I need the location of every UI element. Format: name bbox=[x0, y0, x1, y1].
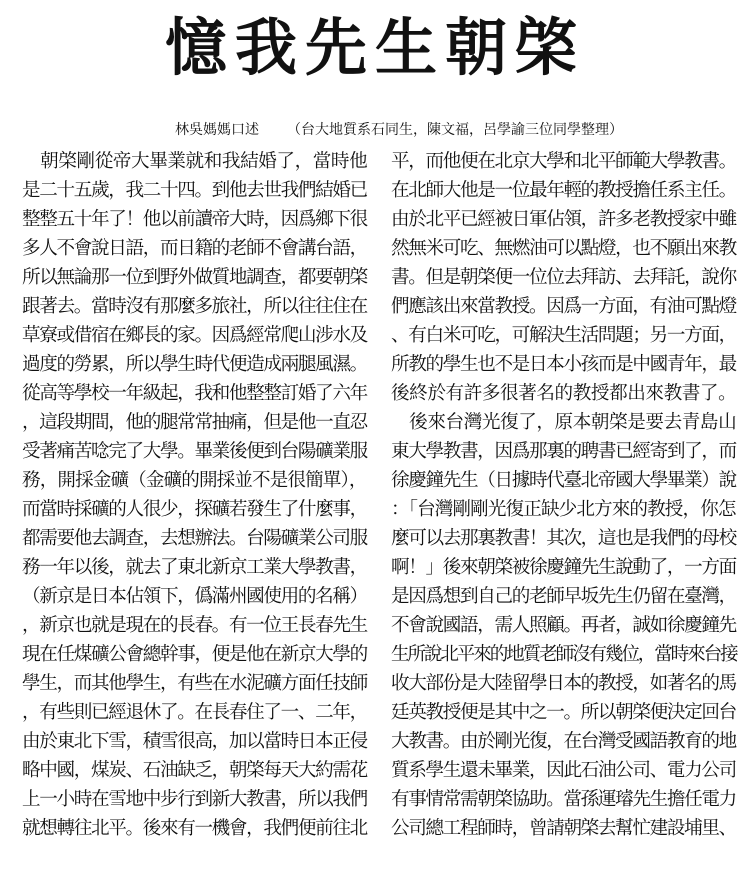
text-line: 過度的勞累，所以學生時代便造成兩腿風濕。 bbox=[22, 354, 367, 375]
editors: （台大地質系石同生，陳文福，呂學諭三位同學整理） bbox=[287, 122, 623, 138]
text-line: 所以無論那一位到野外做質地調查，都要朝棨 bbox=[22, 267, 367, 288]
text-line: ：「台灣剛剛光復正缺少北方來的教授，你怎 bbox=[391, 499, 736, 520]
text-line: 啊！」後來朝棨被徐慶鐘先生說動了，一方面 bbox=[391, 557, 736, 578]
text-line: 公司總工程師時，曾請朝棨去幫忙建設埔里、 bbox=[391, 818, 736, 839]
text-line: 都需要他去調查，去想辦法。台陽礦業公司服 bbox=[22, 528, 367, 549]
text-line: 質系學生還未畢業，因此石油公司、電力公司 bbox=[391, 760, 736, 781]
left-column bbox=[22, 147, 367, 843]
byline bbox=[175, 120, 735, 140]
text-line: ，這段期間，他的腿常常抽痛，但是他一直忍 bbox=[22, 412, 367, 433]
text-line: 生所說北平來的地質老師沒有幾位，當時來台接 bbox=[391, 644, 737, 665]
article-title: 憶我先生朝棨 bbox=[164, 11, 585, 84]
text-line: 務，開採金礦（金礦的開採並不是很簡單）， bbox=[22, 470, 367, 491]
text-line: 不會說國語，需人照顧。再者，誠如徐慶鐘先 bbox=[391, 615, 736, 636]
text-line: 略中國，煤炭、石油缺乏，朝棨每天大約需花 bbox=[22, 760, 367, 781]
right-column bbox=[391, 147, 736, 843]
text-line: ，有些則已經退休了。在長春住了一、二年， bbox=[22, 702, 367, 723]
text-line: 多人不會說日語，而日籍的老師不會講台語， bbox=[22, 238, 367, 259]
text-line: 後來台灣光復了，原本朝棨是要去青島山 bbox=[391, 412, 737, 433]
text-line: 後終於有許多很著名的教授都出來教書了。 bbox=[391, 383, 737, 404]
text-line: 徐慶鐘先生（日據時代臺北帝國大學畢業）說 bbox=[391, 470, 736, 491]
text-line: 廷英教授便是其中之一。所以朝棨便決定回台 bbox=[391, 702, 736, 723]
text-line: 們應該出來當教授。因爲一方面，有油可點燈 bbox=[391, 296, 736, 317]
text-line: 、有白米可吃，可解決生活問題；另一方面， bbox=[391, 325, 736, 346]
text-line: （新京是日本佔領下，僞滿州國使用的名稱） bbox=[22, 586, 367, 607]
narrator: 林吳媽媽口述 bbox=[175, 122, 259, 138]
text-line: 從高等學校一年級起，我和他整整訂婚了六年 bbox=[22, 383, 367, 404]
text-line: 朝棨剛從帝大畢業就和我結婚了，當時他 bbox=[22, 151, 368, 172]
text-line: 麼可以去那裏教書！其次，這也是我們的母校 bbox=[391, 528, 736, 549]
text-line: 務一年以後，就去了東北新京工業大學教書， bbox=[22, 557, 367, 578]
text-line: 學生，而其他學生，有些在水泥礦方面任技師 bbox=[22, 673, 367, 694]
text-line: 收大部份是大陸留學日本的教授，如著名的馬 bbox=[391, 673, 736, 694]
text-line: 草寮或借宿在鄉長的家。因爲經常爬山涉水及 bbox=[22, 325, 367, 346]
text-line: 就想轉往北平。後來有一機會，我們便前往北 bbox=[22, 818, 367, 839]
text-line: ，新京也就是現在的長春。有一位王長春先生 bbox=[22, 615, 367, 636]
text-line: 受著痛苦唸完了大學。畢業後便到台陽礦業服 bbox=[22, 441, 367, 462]
text-line: 在北師大他是一位最年輕的教授擔任系主任。 bbox=[391, 180, 736, 201]
text-line: 由於北平已經被日軍佔領，許多老教授家中雖 bbox=[391, 209, 736, 230]
text-line: 所教的學生也不是日本小孩而是中國青年，最 bbox=[391, 354, 736, 375]
text-line: 東大學教書，因爲那裏的聘書已經寄到了，而 bbox=[391, 441, 736, 462]
text-line: 書。但是朝棨便一位位去拜訪、去拜託，說你 bbox=[391, 267, 736, 288]
text-line: 而當時採礦的人很少，探礦若發生了什麼事， bbox=[22, 499, 367, 520]
text-line: 然無米可吃、無燃油可以點燈，也不願出來教 bbox=[391, 238, 736, 259]
text-line: 大教書。由於剛光復，在台灣受國語教育的地 bbox=[391, 731, 736, 752]
text-line: 由於東北下雪，積雪很高，加以當時日本正侵 bbox=[22, 731, 367, 752]
text-line: 跟著去。當時沒有那麼多旅社，所以往往住在 bbox=[22, 296, 367, 317]
text-line: 是因爲想到自己的老師早坂先生仍留在臺灣， bbox=[391, 586, 736, 607]
text-line: 有事情常需朝棨協助。當孫運璿先生擔任電力 bbox=[391, 789, 736, 810]
text-line: 平，而他便在北京大學和北平師範大學教書。 bbox=[391, 151, 736, 172]
text-line: 現在任煤礦公會總幹事，便是他在新京大學的 bbox=[22, 644, 367, 665]
text-line: 上一小時在雪地中步行到新大教書，所以我們 bbox=[22, 789, 367, 810]
text-line: 整整五十年了！他以前讀帝大時，因爲鄉下很 bbox=[22, 209, 367, 230]
text-line: 是二十五歲，我二十四。到他去世我們結婚已 bbox=[22, 180, 367, 201]
